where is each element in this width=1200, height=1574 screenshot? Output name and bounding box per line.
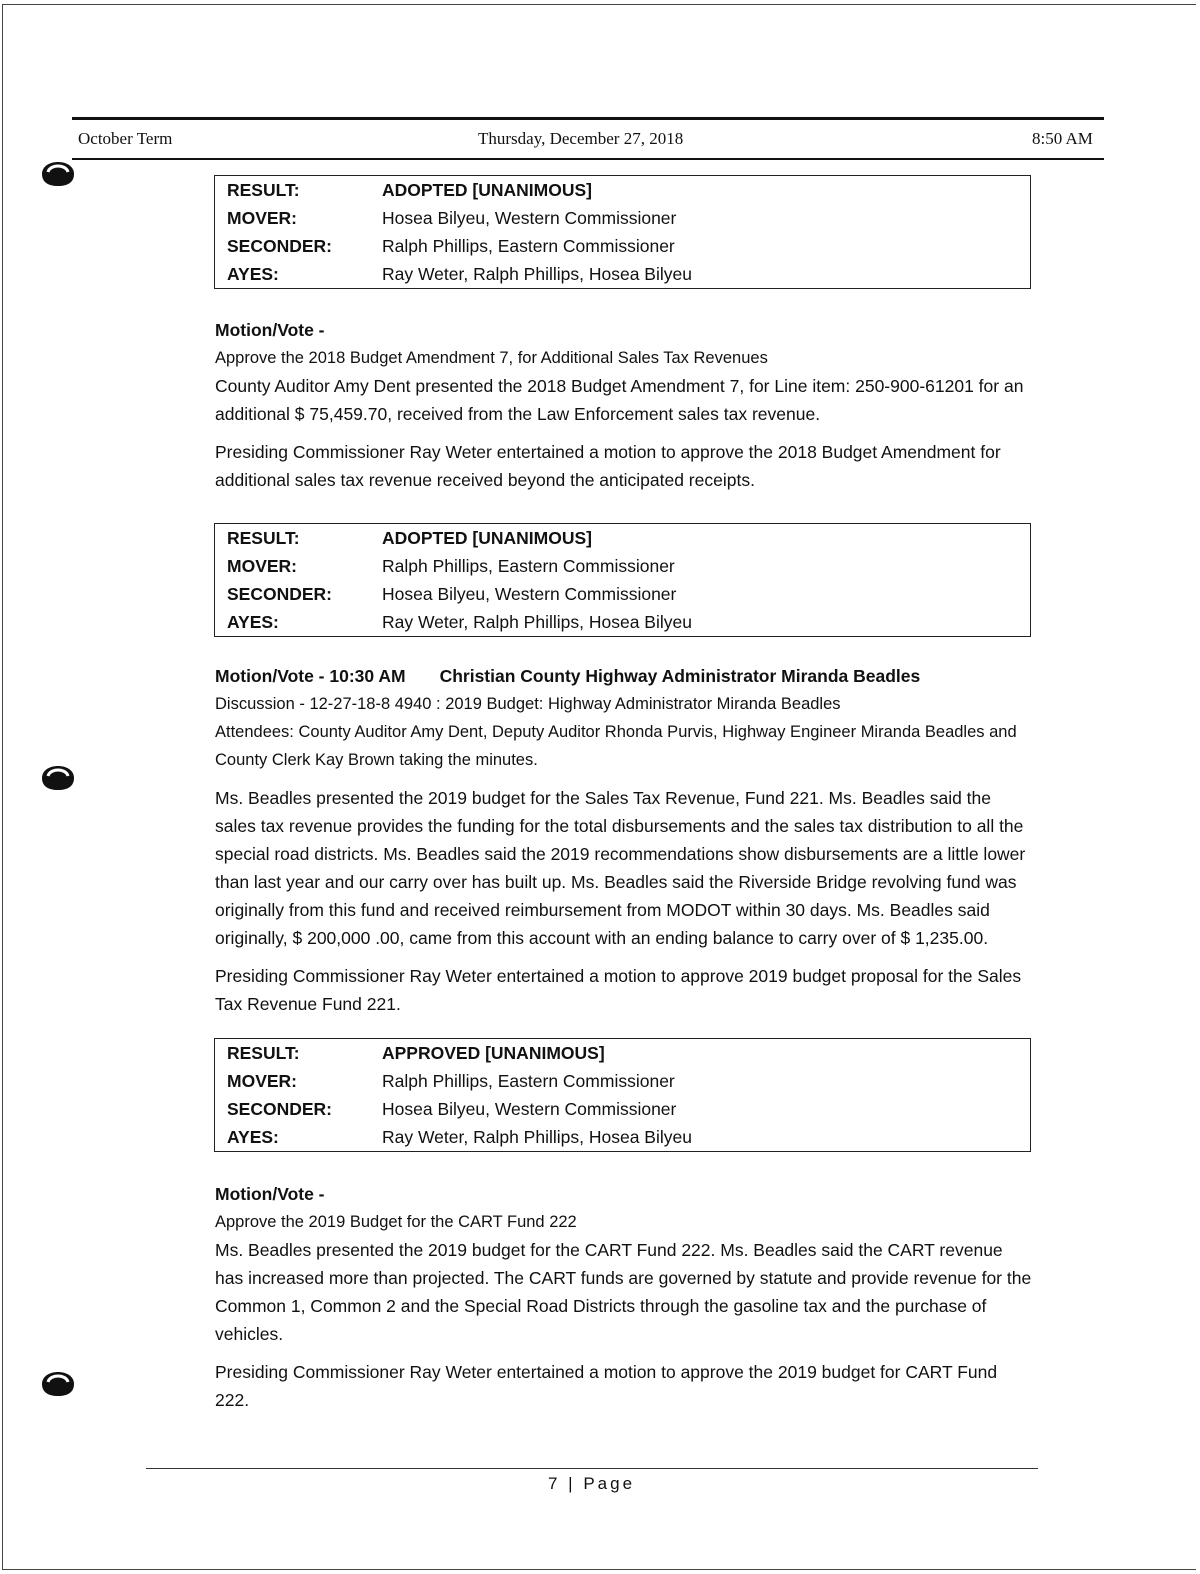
motion-body: County Auditor Amy Dent presented the 2018 Budget Amendment 7, for Line item: 250-900-61201 for an additional $ 75,459.70, received from the Law Enforcement sales tax revenue. [215, 376, 1024, 424]
mover-value: Ralph Phillips, Eastern Commissioner [382, 556, 675, 576]
punch-hole-icon [40, 1360, 76, 1396]
result-value: APPROVED [UNANIMOUS] [382, 1043, 605, 1063]
result-value: ADOPTED [UNANIMOUS] [382, 180, 592, 200]
motion-heading-time: Motion/Vote - 10:30 AM [215, 666, 406, 686]
header-top-rule [72, 117, 1104, 120]
seconder-value: Hosea Bilyeu, Western Commissioner [382, 584, 677, 604]
motion-section-1 [215, 316, 1035, 494]
meeting-date: Thursday, December 27, 2018 [478, 129, 684, 148]
attendees-line: Attendees: County Auditor Amy Dent, Deputy Auditor Rhonda Purvis, Highway Engineer Miranda Beadles and County Clerk Kay Brown taking the minutes. [215, 723, 1017, 769]
page-number: 7 | Page [548, 1474, 636, 1493]
seconder-label: SECONDER: [227, 1099, 333, 1119]
punch-hole-icon [40, 754, 76, 790]
ayes-value: Ray Weter, Ralph Phillips, Hosea Bilyeu [382, 264, 692, 284]
motion-heading: Motion/Vote - [215, 320, 325, 340]
motion-statement: Presiding Commissioner Ray Weter entertained a motion to approve the 2018 Budget Amendment for additional sales tax revenue received beyond the anticipated receipts. [215, 442, 1001, 490]
motion-section-3 [215, 1180, 1035, 1414]
mover-label: MOVER: [227, 556, 297, 576]
motion-body: Ms. Beadles presented the 2019 budget for the CART Fund 222. Ms. Beadles said the CART revenue has increased more than projected. The CART funds are governed by statute and provide revenue for the Common 1, Common 2 and the Special Road Districts through the gasoline tax and the purchase of vehicles. [215, 1240, 1032, 1344]
ayes-value: Ray Weter, Ralph Phillips, Hosea Bilyeu [382, 1127, 692, 1147]
vote-result-table [214, 523, 1031, 637]
vote-result-table [214, 1038, 1031, 1152]
ayes-label: AYES: [227, 1127, 279, 1147]
mover-value: Ralph Phillips, Eastern Commissioner [382, 1071, 675, 1091]
result-value: ADOPTED [UNANIMOUS] [382, 528, 592, 548]
ayes-label: AYES: [227, 612, 279, 632]
result-label: RESULT: [227, 180, 300, 200]
result-label: RESULT: [227, 528, 300, 548]
punch-hole-icon [40, 150, 76, 186]
motion-body: Ms. Beadles presented the 2019 budget for the Sales Tax Revenue, Fund 221. Ms. Beadles said the sales tax revenue provides the funding for the total disbursements and the sales tax distribution to all the special road districts. Ms. Beadles said the 2019 recommendations show disbursements are a little lower than last year and our carry over has built up. Ms. Beadles said the Riverside Bridge revolving fund was originally from this fund and received reimbursement from MODOT within 30 days. Ms. Beadles said originally, $ 200,000 .00, came from this account with an ending balance to carry over of $ 1,235.00. [215, 788, 1026, 948]
result-label: RESULT: [227, 1043, 300, 1063]
motion-heading-topic: Christian County Highway Administrator Miranda Beadles [439, 666, 921, 686]
mover-value: Hosea Bilyeu, Western Commissioner [382, 208, 677, 228]
term-label: October Term [78, 129, 173, 148]
motion-subject: Approve the 2018 Budget Amendment 7, for Additional Sales Tax Revenues [215, 349, 768, 367]
vote-result-table [214, 175, 1031, 289]
mover-label: MOVER: [227, 1071, 297, 1091]
motion-section-2 [215, 662, 1035, 1018]
ayes-label: AYES: [227, 264, 279, 284]
footer-rule [146, 1468, 1038, 1469]
seconder-value: Ralph Phillips, Eastern Commissioner [382, 236, 675, 256]
meeting-time: 8:50 AM [1032, 129, 1093, 148]
motion-subject: Approve the 2019 Budget for the CART Fund 222 [215, 1213, 577, 1231]
motion-heading [215, 662, 1035, 690]
seconder-label: SECONDER: [227, 584, 333, 604]
motion-heading: Motion/Vote - [215, 1184, 325, 1204]
ayes-value: Ray Weter, Ralph Phillips, Hosea Bilyeu [382, 612, 692, 632]
seconder-value: Hosea Bilyeu, Western Commissioner [382, 1099, 677, 1119]
discussion-line: Discussion - 12-27-18-8 4940 : 2019 Budget: Highway Administrator Miranda Beadles [215, 695, 841, 713]
motion-statement: Presiding Commissioner Ray Weter entertained a motion to approve the 2019 budget for CART Fund 222. [215, 1362, 998, 1410]
header-bottom-rule [72, 158, 1104, 160]
mover-label: MOVER: [227, 208, 297, 228]
seconder-label: SECONDER: [227, 236, 333, 256]
motion-statement: Presiding Commissioner Ray Weter entertained a motion to approve 2019 budget proposal for the Sales Tax Revenue Fund 221. [215, 966, 1022, 1014]
